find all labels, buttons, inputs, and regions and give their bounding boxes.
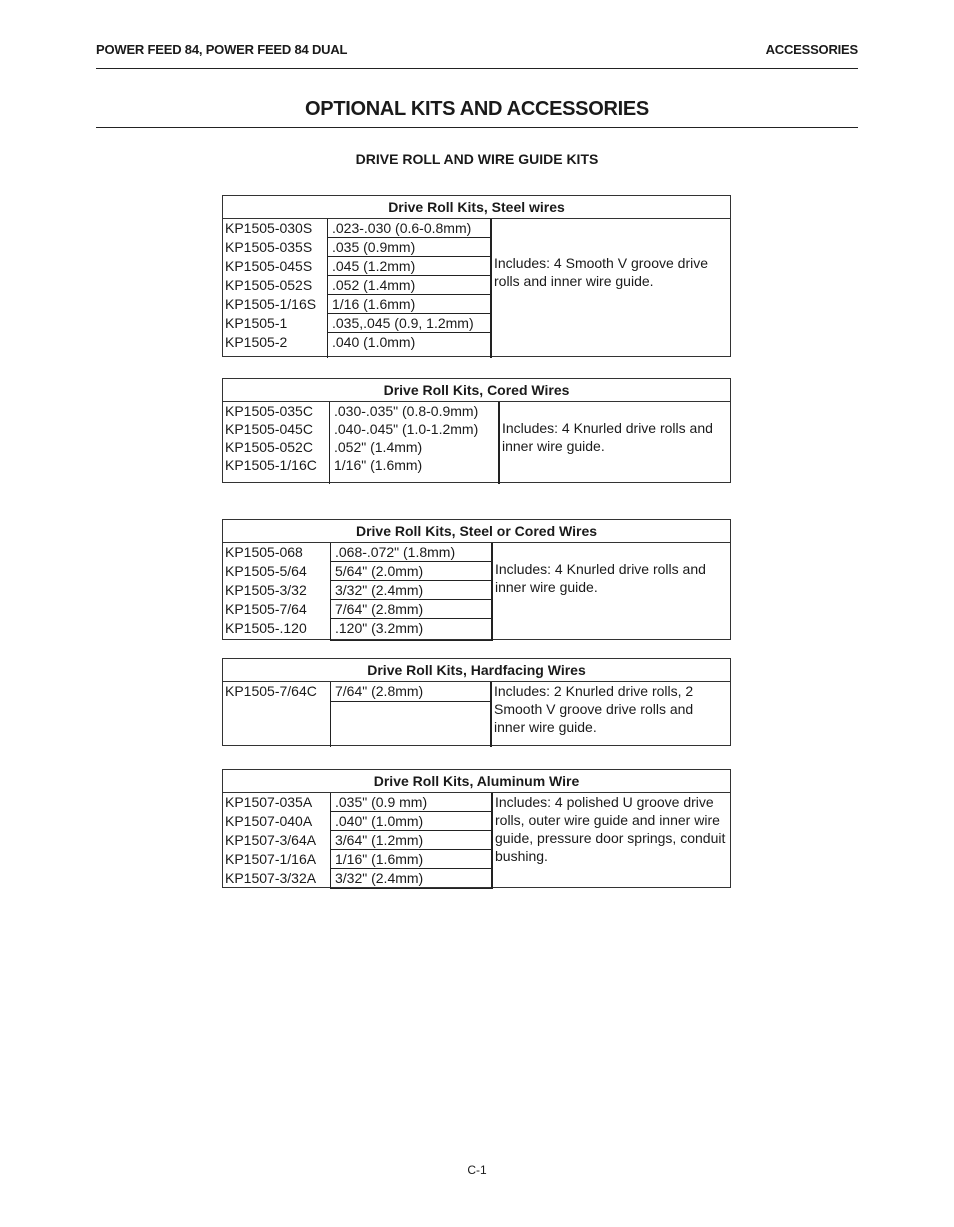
kit-table-body xyxy=(223,543,730,641)
part-number-cell: KP1507-040A xyxy=(223,812,331,831)
table-row xyxy=(223,295,492,314)
part-number-cell: KP1505-1/16C xyxy=(223,456,330,484)
wire-size-cell: .023-.030 (0.6-0.8mm) xyxy=(328,219,492,238)
wire-size-cell xyxy=(331,702,492,747)
kit-table-title: Drive Roll Kits, Steel wires xyxy=(223,196,730,219)
kit-table-steel-or-cored xyxy=(222,519,731,640)
header-section-name: ACCESSORIES xyxy=(765,42,858,57)
part-number-cell: KP1505-1 xyxy=(223,314,328,333)
part-number-cell: KP1505-.120 xyxy=(223,619,331,641)
table-row xyxy=(223,619,493,641)
table-row xyxy=(223,869,493,889)
kit-description: Includes: 2 Knurled drive rolls, 2 Smooth V groove drive rolls and inner wire guide. xyxy=(494,683,694,735)
kit-rows xyxy=(223,219,492,358)
page-header xyxy=(96,42,858,69)
part-number-cell: KP1505-7/64 xyxy=(223,600,331,619)
page-title: OPTIONAL KITS AND ACCESSORIES xyxy=(305,98,649,120)
wire-size-cell: .040" (1.0mm) xyxy=(331,812,493,831)
wire-size-cell: 5/64" (2.0mm) xyxy=(331,562,493,581)
table-row xyxy=(223,600,493,619)
wire-size-cell: 1/16" (1.6mm) xyxy=(331,850,493,869)
wire-size-cell: .040 (1.0mm) xyxy=(328,333,492,358)
wire-size-cell: 1/16 (1.6mm) xyxy=(328,295,492,314)
part-number-cell: KP1507-3/64A xyxy=(223,831,331,850)
table-row xyxy=(223,238,492,257)
part-number-cell: KP1505-7/64C xyxy=(223,682,331,702)
part-number-cell: KP1505-052S xyxy=(223,276,328,295)
table-row xyxy=(223,543,493,562)
kit-table-title: Drive Roll Kits, Steel or Cored Wires xyxy=(223,520,730,543)
table-row xyxy=(223,831,493,850)
wire-size-cell: .035,.045 (0.9, 1.2mm) xyxy=(328,314,492,333)
kit-table-cored xyxy=(222,378,731,483)
part-number-cell: KP1505-045S xyxy=(223,257,328,276)
table-row xyxy=(223,850,493,869)
wire-size-cell: .120" (3.2mm) xyxy=(331,619,493,641)
kit-description: Includes: 4 Knurled drive rolls and inner wire guide. xyxy=(502,420,713,454)
wire-size-cell: .035 (0.9mm) xyxy=(328,238,492,257)
kit-table-body xyxy=(223,402,730,484)
wire-size-cell: .068-.072" (1.8mm) xyxy=(331,543,493,562)
kit-description: Includes: 4 Smooth V groove drive rolls and inner wire guide. xyxy=(494,255,709,289)
kit-rows xyxy=(223,682,492,747)
kit-table-title: Drive Roll Kits, Aluminum Wire xyxy=(223,770,730,793)
table-row xyxy=(223,812,493,831)
part-number-cell: KP1505-035C xyxy=(223,402,330,420)
kit-description: Includes: 4 polished U groove drive rolls, outer wire guide and inner wire guide, pressure door springs, conduit bushing. xyxy=(495,794,726,864)
table-row xyxy=(223,793,493,812)
part-number-cell xyxy=(223,702,331,747)
kit-table-body xyxy=(223,682,730,747)
wire-size-cell: .052 (1.4mm) xyxy=(328,276,492,295)
wire-size-cell: .040-.045" (1.0-1.2mm) xyxy=(330,420,500,438)
section-title: DRIVE ROLL AND WIRE GUIDE KITS xyxy=(355,151,599,167)
kit-table-title: Drive Roll Kits, Cored Wires xyxy=(223,379,730,402)
kit-description: Includes: 4 Knurled drive rolls and inner wire guide. xyxy=(495,561,706,595)
table-row xyxy=(223,276,492,295)
part-number-cell: KP1505-035S xyxy=(223,238,328,257)
part-number-cell: KP1505-5/64 xyxy=(223,562,331,581)
kit-table-steel xyxy=(222,195,731,357)
part-number-cell: KP1505-045C xyxy=(223,420,330,438)
table-row xyxy=(223,219,492,238)
table-row xyxy=(223,562,493,581)
header-product-name: POWER FEED 84, POWER FEED 84 DUAL xyxy=(96,42,348,57)
wire-size-cell: 3/32" (2.4mm) xyxy=(331,869,493,889)
wire-size-cell: 3/32" (2.4mm) xyxy=(331,581,493,600)
table-row xyxy=(223,257,492,276)
wire-size-cell: .045 (1.2mm) xyxy=(328,257,492,276)
part-number-cell: KP1505-1/16S xyxy=(223,295,328,314)
part-number-cell: KP1507-3/32A xyxy=(223,869,331,889)
table-row xyxy=(223,314,492,333)
kit-rows xyxy=(223,402,500,484)
wire-size-cell: 3/64" (1.2mm) xyxy=(331,831,493,850)
kit-table-body xyxy=(223,219,730,358)
kit-table-title: Drive Roll Kits, Hardfacing Wires xyxy=(223,659,730,682)
table-row xyxy=(223,456,500,484)
wire-size-cell: .052" (1.4mm) xyxy=(330,438,500,456)
table-row xyxy=(223,333,492,358)
table-row xyxy=(223,682,492,702)
wire-size-cell: 7/64" (2.8mm) xyxy=(331,682,492,702)
part-number-cell: KP1505-3/32 xyxy=(223,581,331,600)
part-number-cell: KP1505-052C xyxy=(223,438,330,456)
part-number-cell: KP1505-068 xyxy=(223,543,331,562)
table-row xyxy=(223,581,493,600)
kit-table-body xyxy=(223,793,730,889)
page-number: C-1 xyxy=(467,1163,487,1177)
table-row xyxy=(223,702,492,747)
table-row xyxy=(223,438,500,456)
kit-table-aluminum xyxy=(222,769,731,888)
wire-size-cell: 7/64" (2.8mm) xyxy=(331,600,493,619)
kit-table-hardfacing xyxy=(222,658,731,746)
kit-rows xyxy=(223,543,493,641)
table-row xyxy=(223,402,500,420)
wire-size-cell: .030-.035" (0.8-0.9mm) xyxy=(330,402,500,420)
wire-size-cell: 1/16" (1.6mm) xyxy=(330,456,500,484)
part-number-cell: KP1505-2 xyxy=(223,333,328,358)
kit-rows xyxy=(223,793,493,889)
part-number-cell: KP1505-030S xyxy=(223,219,328,238)
part-number-cell: KP1507-035A xyxy=(223,793,331,812)
wire-size-cell: .035" (0.9 mm) xyxy=(331,793,493,812)
table-row xyxy=(223,420,500,438)
title-divider xyxy=(96,127,858,128)
part-number-cell: KP1507-1/16A xyxy=(223,850,331,869)
